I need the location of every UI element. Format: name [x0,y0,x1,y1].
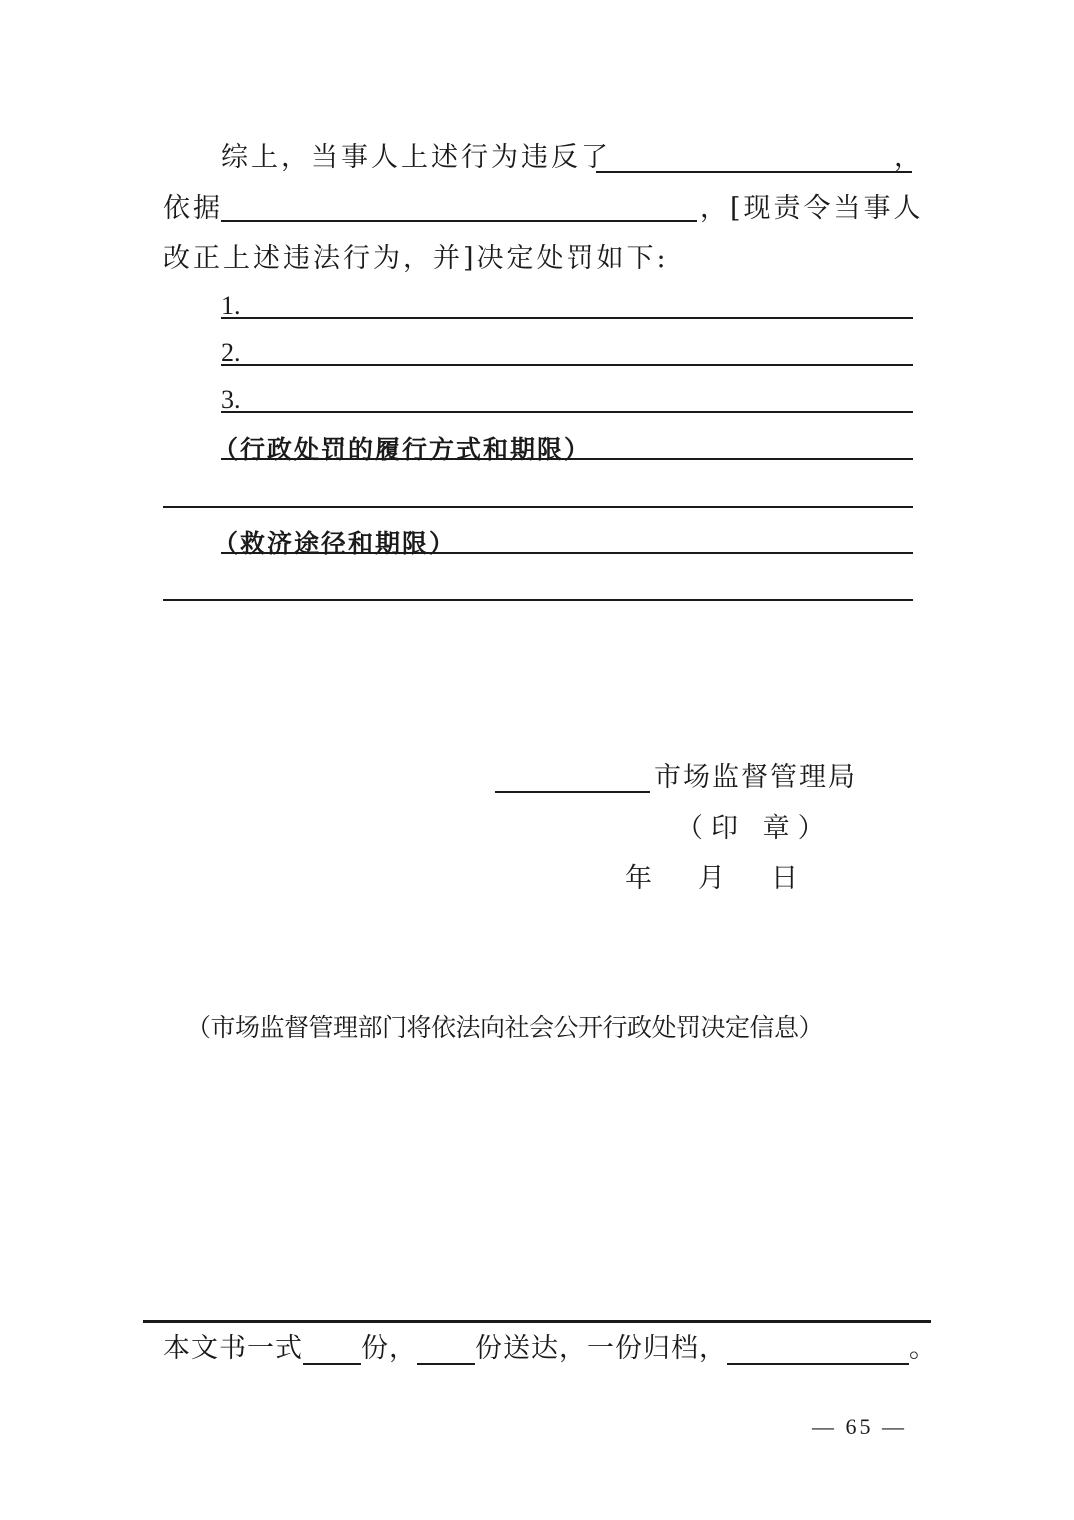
page-number: — 65 — [812,1414,907,1439]
legal-basis-blank[interactable] [221,220,697,222]
penalty-item-1-blank[interactable] [221,317,913,319]
copies-text-1: 本文书一式 [163,1333,303,1364]
copies-line [163,1333,937,1365]
performance-blank-2[interactable] [163,506,913,508]
decision-line-2-suffix: ，[现责令当事人 [700,193,924,224]
footer-rule [143,1320,931,1323]
violation-blank[interactable] [596,171,912,173]
date-year: 年 [625,863,655,894]
authority-name-blank[interactable] [495,791,650,793]
remedy-blank-1[interactable] [221,552,913,554]
decision-line-2-prefix: 依据 [163,193,223,224]
copies-text-3: 份送达，一份归档， [475,1333,727,1364]
total-copies-blank[interactable] [303,1335,361,1365]
decision-line-1-comma: ， [894,142,924,173]
penalty-item-3-number: 3. [221,385,241,414]
disclosure-notice: （市场监督管理部门将依法向社会公开行政处罚决定信息） [186,1013,824,1042]
penalty-item-3-blank[interactable] [221,411,913,413]
decision-line-1-text: 综上，当事人上述行为违反了 [221,142,611,173]
decision-line-1 [221,142,611,174]
remedy-blank-2[interactable] [163,599,913,601]
date-month: 月 [698,863,728,894]
served-copies-blank[interactable] [417,1335,475,1365]
remedy-label: （救济途径和期限） [213,529,457,558]
decision-line-3: 改正上述违法行为，并]决定处罚如下: [163,243,669,274]
performance-blank-1[interactable] [221,458,913,460]
penalty-item-2-blank[interactable] [221,364,913,366]
penalty-item-1-number: 1. [221,291,241,320]
date-day: 日 [771,863,801,894]
copies-text-end: 。 [909,1333,937,1364]
performance-label: （行政处罚的履行方式和期限） [213,435,592,464]
authority-name: 市场监督管理局 [654,762,857,793]
penalty-item-2-number: 2. [221,338,241,367]
seal-label: （印 章） [676,813,833,844]
copies-text-2: 份， [361,1333,417,1364]
archive-note-blank[interactable] [727,1335,909,1365]
